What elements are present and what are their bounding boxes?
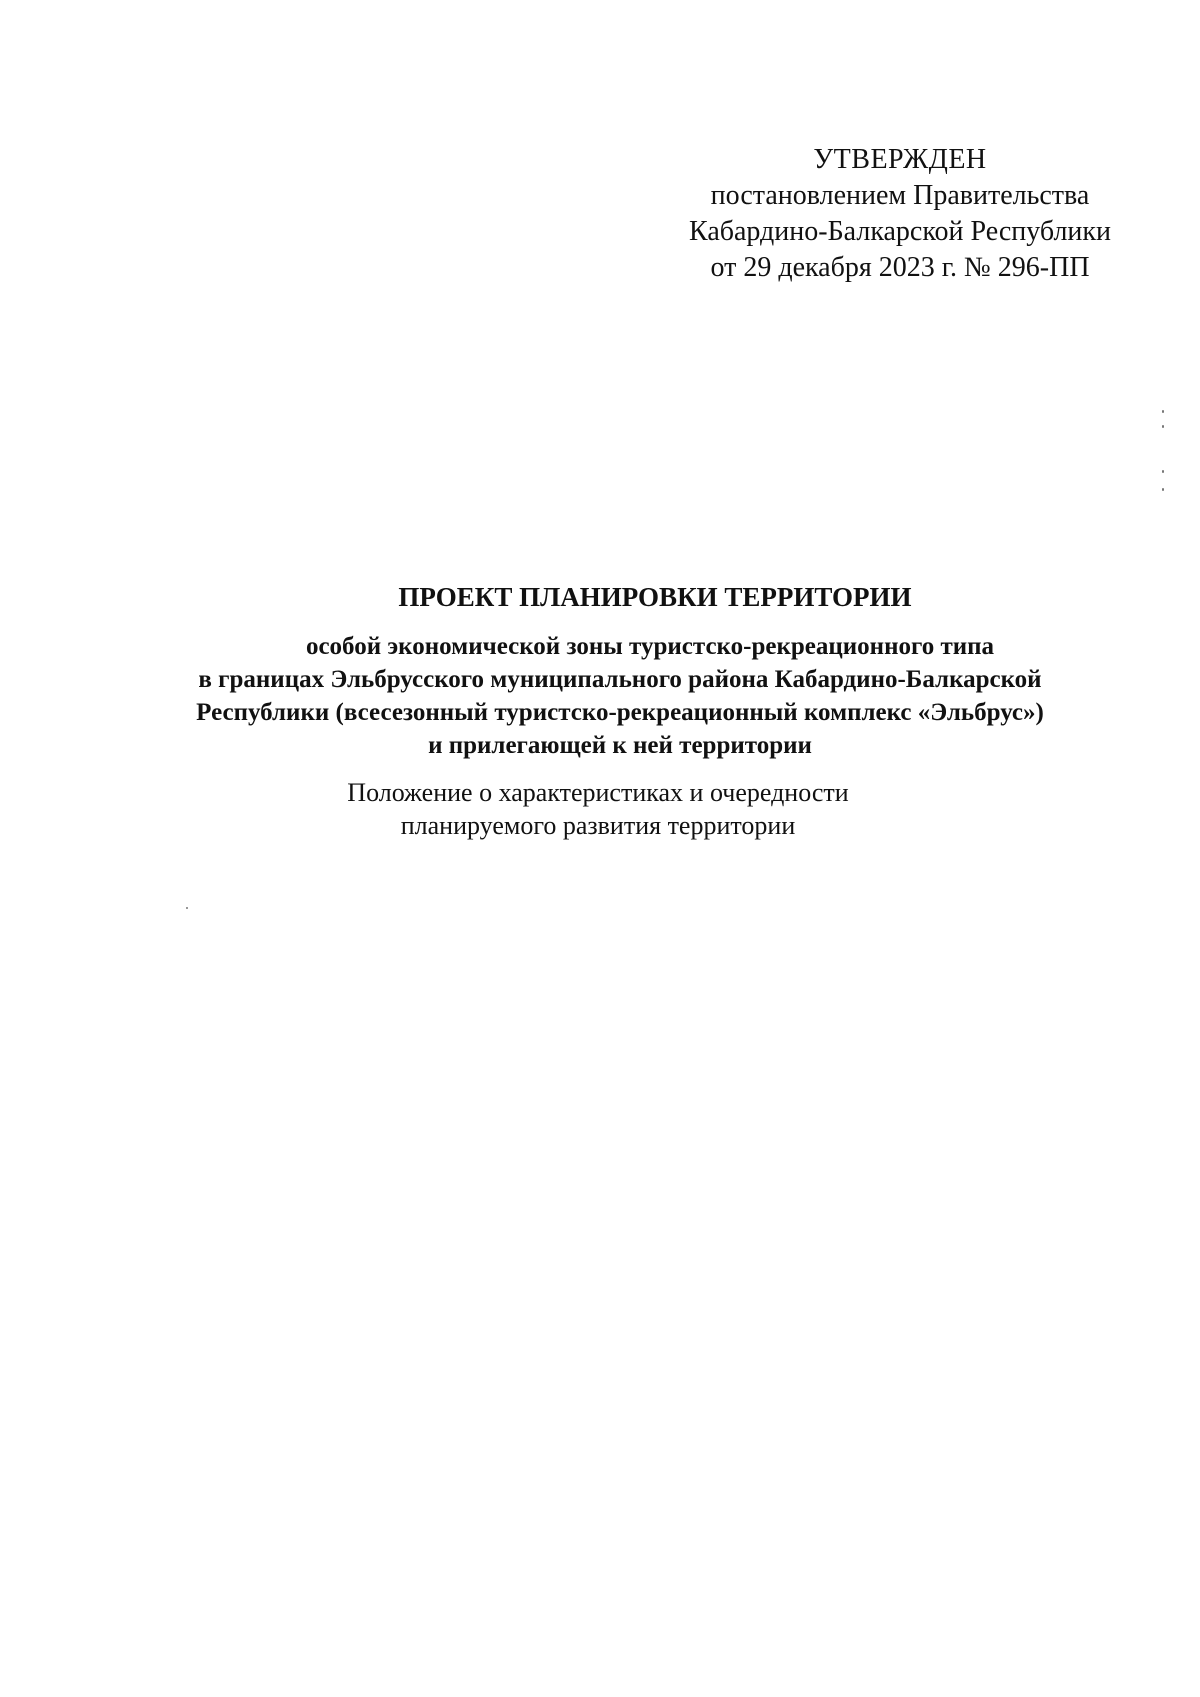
regulation-caption — [140, 776, 1100, 842]
approval-line-1: постановлением Правительства — [710, 180, 1090, 211]
regulation-line-2: планируемого развития территории — [400, 811, 796, 840]
subtitle-line-3: Республики (всесезонный туристско-рекреационный комплекс «Эльбрус») — [196, 699, 1044, 726]
scan-speck — [1162, 470, 1164, 473]
document-subtitle — [140, 630, 1100, 762]
document-title: ПРОЕКТ ПЛАНИРОВКИ ТЕРРИТОРИИ — [398, 582, 912, 612]
approval-stamp — [640, 142, 1160, 286]
approval-status: УТВЕРЖДЕН — [813, 144, 987, 175]
subtitle-line-2: в границах Эльбрусского муниципального района Кабардино-Балкарской — [198, 666, 1042, 693]
approval-line-2: Кабардино-Балкарской Республики — [689, 216, 1111, 247]
scan-speck — [1162, 488, 1164, 491]
subtitle-line-4: и прилегающей к ней территории — [428, 732, 812, 759]
title-block — [140, 580, 1100, 842]
approval-line-3: от 29 декабря 2023 г. № 296-ПП — [710, 252, 1090, 283]
scan-speck — [186, 907, 188, 909]
regulation-line-1: Положение о характеристиках и очередности — [347, 778, 849, 807]
scan-speck — [1162, 425, 1164, 428]
subtitle-line-1: особой экономической зоны туристско-рекреационного типа — [305, 633, 995, 660]
scan-speck — [1162, 410, 1164, 413]
